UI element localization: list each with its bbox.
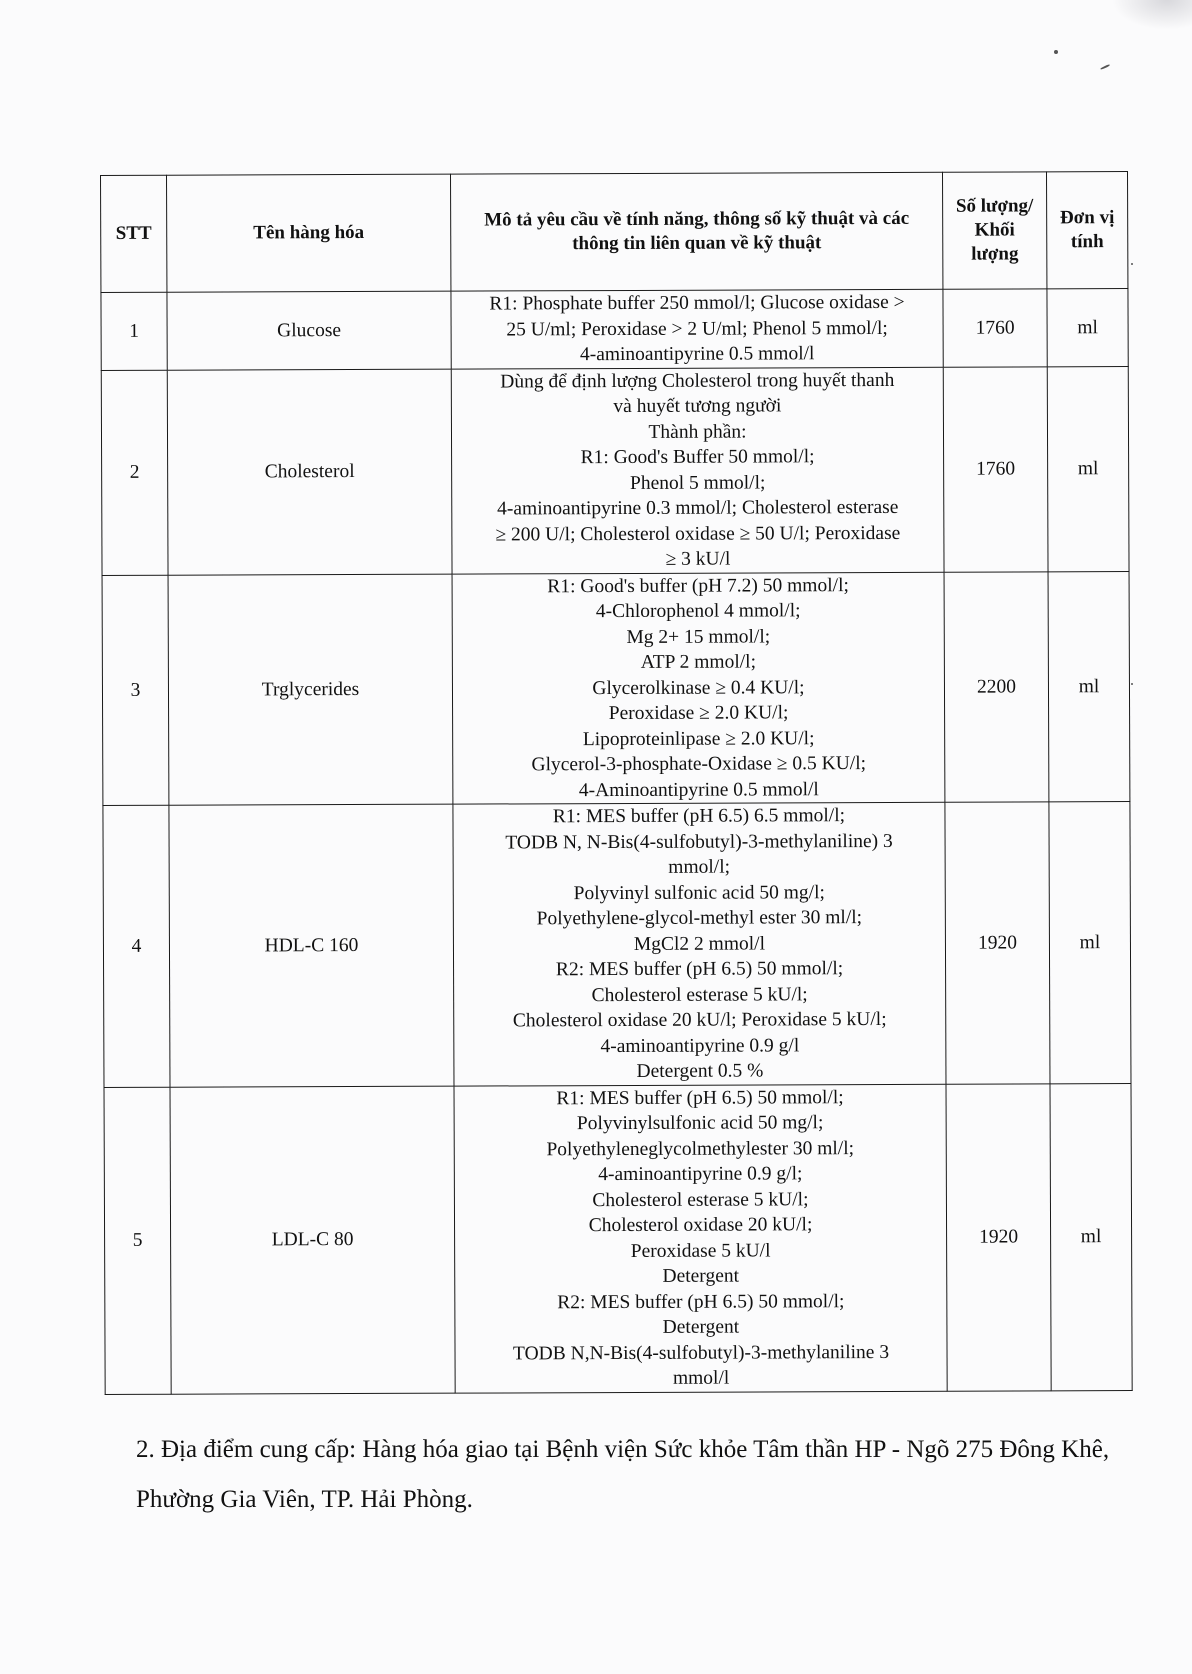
description-line: 4-aminoantipyrine 0.9 g/l; [598, 1163, 803, 1186]
description-line: Polyvinylsulfonic acid 50 mg/l; [576, 1112, 824, 1135]
cell-stt: 2 [101, 370, 168, 575]
cell-description [451, 367, 944, 574]
delivery-location-text: 2. Địa điểm cung cấp: Hàng hóa giao tại Bệnh viện Sức khỏe Tâm thần HP - Ngõ 275 Đông Khê, Phường Gia Viên, TP. Hải Phòng. [136, 1436, 1110, 1513]
description-line: 4-aminoantipyrine 0.9 g/l [600, 1034, 800, 1057]
description-line: 25 U/ml; Peroxidase > 2 U/ml; Phenol 5 mmol/l; [506, 317, 888, 340]
table-row [101, 366, 1129, 575]
cell-stt: 3 [102, 575, 169, 806]
description-line: mmol/l [672, 1367, 730, 1389]
description-line: Polyvinyl sulfonic acid 50 mg/l; [573, 881, 825, 904]
header-product-name: Tên hàng hóa [167, 174, 451, 292]
cell-product-name: Trglycerides [168, 574, 453, 806]
description-line: Cholesterol oxidase 20 kU/l; [588, 1214, 813, 1237]
cell-stt: 5 [104, 1087, 171, 1394]
cell-stt: 4 [103, 805, 170, 1087]
description-line: ≥ 3 kU/l [665, 548, 731, 570]
description-line: 4-Chlorophenol 4 mmol/l; [595, 600, 801, 623]
cell-quantity: 1760 [943, 289, 1047, 367]
description-line: TODB N,N-Bis(4-sulfobutyl)-3-methylaniline 3 [512, 1341, 890, 1364]
description-line: ≥ 200 U/l; Cholesterol oxidase ≥ 50 U/l; Peroxidase [495, 522, 901, 545]
scan-speck [1100, 64, 1110, 70]
description-line: Polyethylene-glycol-methyl ester 30 ml/l; [536, 907, 863, 930]
description-line: Glycerolkinase ≥ 0.4 KU/l; [592, 676, 805, 699]
cell-unit: ml [1050, 1083, 1132, 1390]
scan-corner-shadow [1112, 0, 1192, 30]
header-description: Mô tả yêu cầu về tính năng, thông số kỹ thuật và các thông tin liên quan về kỹ thuật [450, 172, 942, 291]
cell-quantity: 1920 [946, 1083, 1051, 1390]
cell-quantity: 1920 [945, 802, 1050, 1084]
table-header-row [101, 172, 1128, 293]
description-line: Cholesterol esterase 5 kU/l; [591, 983, 808, 1006]
cell-product-name: HDL-C 160 [169, 804, 454, 1087]
description-line: Thành phần: [648, 421, 747, 443]
description-line: Cholesterol esterase 5 kU/l; [592, 1188, 809, 1211]
cell-product-name: Glucose [167, 291, 451, 370]
description-line: Peroxidase 5 kU/l [630, 1239, 771, 1262]
cell-description [452, 572, 945, 804]
description-line: Lipoproteinlipase ≥ 2.0 KU/l; [582, 727, 815, 750]
cell-unit: ml [1047, 366, 1129, 571]
description-line: mmol/l; [668, 856, 731, 878]
description-line: và huyết tương người [613, 395, 782, 418]
description-line: R1: Good's buffer (pH 7.2) 50 mmol/l; [547, 574, 849, 597]
description-line: ATP 2 mmol/l; [640, 651, 757, 673]
description-line: Detergent [662, 1265, 740, 1287]
description-line: Peroxidase ≥ 2.0 KU/l; [608, 702, 789, 725]
cell-product-name: Cholesterol [167, 369, 452, 575]
cell-quantity: 1760 [943, 366, 1048, 571]
cell-description [451, 289, 943, 368]
description-line: Detergent 0.5 % [636, 1060, 764, 1082]
description-line: 4-aminoantipyrine 0.3 mmol/l; Cholesterol esterase [497, 496, 899, 520]
cell-unit: ml [1049, 802, 1131, 1084]
table-row [104, 1083, 1132, 1394]
description-line: R1: MES buffer (pH 6.5) 50 mmol/l; [556, 1086, 844, 1109]
cell-unit: ml [1047, 289, 1128, 367]
description-line: R1: Good's Buffer 50 mmol/l; [580, 446, 815, 469]
header-stt: STT [101, 175, 167, 292]
scan-speck [1054, 50, 1058, 54]
description-line: R1: MES buffer (pH 6.5) 6.5 mmol/l; [552, 805, 846, 828]
description-line: Mg 2+ 15 mmol/l; [626, 625, 771, 648]
cell-stt: 1 [101, 292, 167, 370]
cell-description [453, 802, 946, 1085]
description-line: Phenol 5 mmol/l; [629, 471, 766, 494]
header-quantity: Số lượng/ Khối lượng [942, 172, 1046, 289]
description-line: Cholesterol oxidase 20 kU/l; Peroxidase 5 kU/l; [512, 1008, 887, 1032]
header-unit: Đơn vị tính [1046, 172, 1127, 289]
description-line: MgCl2 2 mmol/l [633, 932, 766, 955]
description-line: Dùng để định lượng Cholesterol trong huyết thanh [500, 369, 895, 392]
description-line: R2: MES buffer (pH 6.5) 50 mmol/l; [555, 958, 844, 981]
description-line: Detergent [662, 1316, 740, 1338]
specification-table [100, 171, 1133, 1394]
description-line: R1: Phosphate buffer 250 mmol/l; Glucose oxidase > [489, 291, 905, 315]
scan-speck [1131, 683, 1133, 685]
cell-description [454, 1084, 947, 1393]
scan-speck [1131, 263, 1133, 265]
description-line: 4-aminoantipyrine 0.5 mmol/l [579, 343, 815, 366]
description-line: TODB N, N-Bis(4-sulfobutyl)-3-methylaniline) 3 [505, 830, 893, 853]
cell-unit: ml [1048, 571, 1130, 802]
description-line: 4-Aminoantipyrine 0.5 mmol/l [578, 778, 819, 801]
description-line: Glycerol-3-phosphate-Oxidase ≥ 0.5 KU/l; [531, 753, 867, 776]
cell-product-name: LDL-C 80 [170, 1086, 455, 1394]
table-row [102, 571, 1130, 805]
table-row [103, 802, 1131, 1087]
description-line: Polyethyleneglycolmethylester 30 ml/l; [546, 1137, 855, 1160]
cell-quantity: 2200 [944, 571, 1049, 802]
table-row [101, 289, 1128, 370]
description-line: R2: MES buffer (pH 6.5) 50 mmol/l; [557, 1290, 845, 1313]
